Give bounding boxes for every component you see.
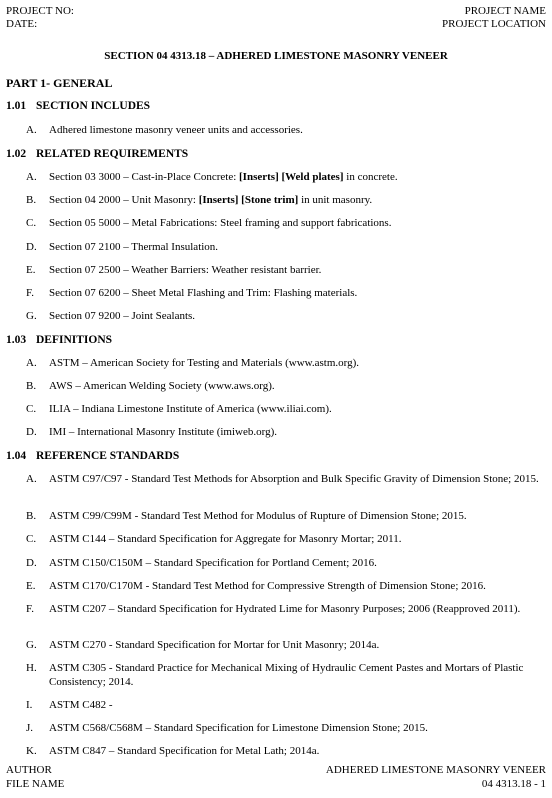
item-letter: D. [26,241,37,253]
item-text: IMI – International Masonry Institute (imiweb.org). [49,426,277,438]
item-letter: G. [26,310,37,322]
file-name-label: FILE NAME [6,778,65,790]
article-number: 1.01 [6,100,27,112]
item-letter: D. [26,426,37,438]
item-text: ASTM C207 – Standard Specification for Hydrated Lime for Masonry Purposes; 2006 (Reapproved 2011). [49,603,521,615]
item-text-bold: [Inserts] [Weld plates] [239,171,344,183]
article-heading [6,449,179,464]
item-letter: K. [26,745,37,757]
article-heading [6,147,188,162]
project-no-label: PROJECT NO: [6,5,74,17]
article-heading [6,333,112,348]
item-text-pre: Section 04 2000 – Unit Masonry: [49,194,199,206]
item-text: Adhered limestone masonry veneer units and accessories. [49,124,303,136]
item-letter: J. [26,722,34,734]
item-text: ASTM C270 - Standard Specification for Mortar for Unit Masonry; 2014a. [49,639,380,651]
article-title: REFERENCE STANDARDS [36,450,180,462]
article-title: DEFINITIONS [36,334,113,346]
item-text [49,193,546,207]
item-text: ASTM C305 - Standard Practice for Mechanical Mixing of Hydraulic Cement Pastes and Mortars of Plastic Consistency; 2014. [49,662,524,688]
item-letter: D. [26,557,37,569]
item-letter: H. [26,662,37,674]
item-text: ASTM C144 – Standard Specification for Aggregate for Masonry Mortar; 2011. [49,533,402,545]
footer-right [326,763,546,791]
item-text: ASTM C482 - [49,699,113,711]
item-text: ASTM C150/C150M – Standard Specification for Portland Cement; 2016. [49,557,377,569]
item-letter: F. [26,603,34,615]
item-text: ASTM C170/C170M - Standard Test Method for Compressive Strength of Dimension Stone; 2016. [49,580,486,592]
item-letter: B. [26,194,37,206]
item-letter: E. [26,264,36,276]
item-text-post: in unit masonry. [298,194,373,206]
item-text [49,170,546,184]
item-letter: A. [26,171,37,183]
item-letter: B. [26,380,37,392]
item-letter: C. [26,217,37,229]
item-letter: G. [26,639,37,651]
article-heading [6,99,150,114]
footer-left [6,763,64,791]
item-text: ASTM C568/C568M – Standard Specification for Limestone Dimension Stone; 2015. [49,722,428,734]
item-text: Section 07 2100 – Thermal Insulation. [49,241,219,253]
project-location-label: PROJECT LOCATION [441,18,546,30]
item-text: ASTM C99/C99M - Standard Test Method for Modulus of Rupture of Dimension Stone; 2015. [49,510,467,522]
article-number: 1.03 [6,334,27,346]
item-text-bold: [Inserts] [Stone trim] [198,194,299,206]
item-letter: E. [26,580,36,592]
item-text: Section 07 2500 – Weather Barriers: Weather resistant barrier. [49,264,322,276]
part-title: PART 1- GENERAL [6,76,113,90]
article-title: SECTION INCLUDES [36,100,151,112]
item-text: ASTM C97/C97 - Standard Test Methods for Absorption and Bulk Specific Gravity of Dimension Stone; 2015. [49,473,539,485]
item-text: ILIA – Indiana Limestone Institute of America (www.iliai.com). [49,403,332,415]
item-text-post: in concrete. [343,171,398,183]
item-text: AWS – American Welding Society (www.aws.org). [49,380,275,392]
document-title: ADHERED LIMESTONE MASONRY VENEER [325,764,546,776]
article-title: RELATED REQUIREMENTS [36,148,189,160]
header-right [442,5,546,31]
item-text: Section 07 6200 – Sheet Metal Flashing and Trim: Flashing materials. [49,287,358,299]
date-label: DATE: [6,18,38,30]
item-letter: A. [26,357,37,369]
header-left [6,5,74,31]
item-letter: I. [26,699,33,711]
page-number: 04 4313.18 - 1 [481,778,546,790]
item-letter: C. [26,533,37,545]
section-title: SECTION 04 4313.18 – ADHERED LIMESTONE MASONRY VENEER [104,50,448,62]
article-number: 1.02 [6,148,27,160]
item-text: Section 05 5000 – Metal Fabrications: Steel framing and support fabrications. [49,217,392,229]
item-letter: C. [26,403,37,415]
item-text-pre: Section 03 3000 – Cast-in-Place Concrete: [49,171,240,183]
item-letter: B. [26,510,37,522]
author-label: AUTHOR [6,764,52,776]
item-text: ASTM – American Society for Testing and Materials (www.astm.org). [49,357,360,369]
item-letter: F. [26,287,34,299]
item-letter: A. [26,473,37,485]
item-letter: A. [26,124,37,136]
project-name-label: PROJECT NAME [464,5,546,17]
item-text: Section 07 9200 – Joint Sealants. [49,310,196,322]
item-text: ASTM C847 – Standard Specification for Metal Lath; 2014a. [49,745,320,757]
article-number: 1.04 [6,450,27,462]
